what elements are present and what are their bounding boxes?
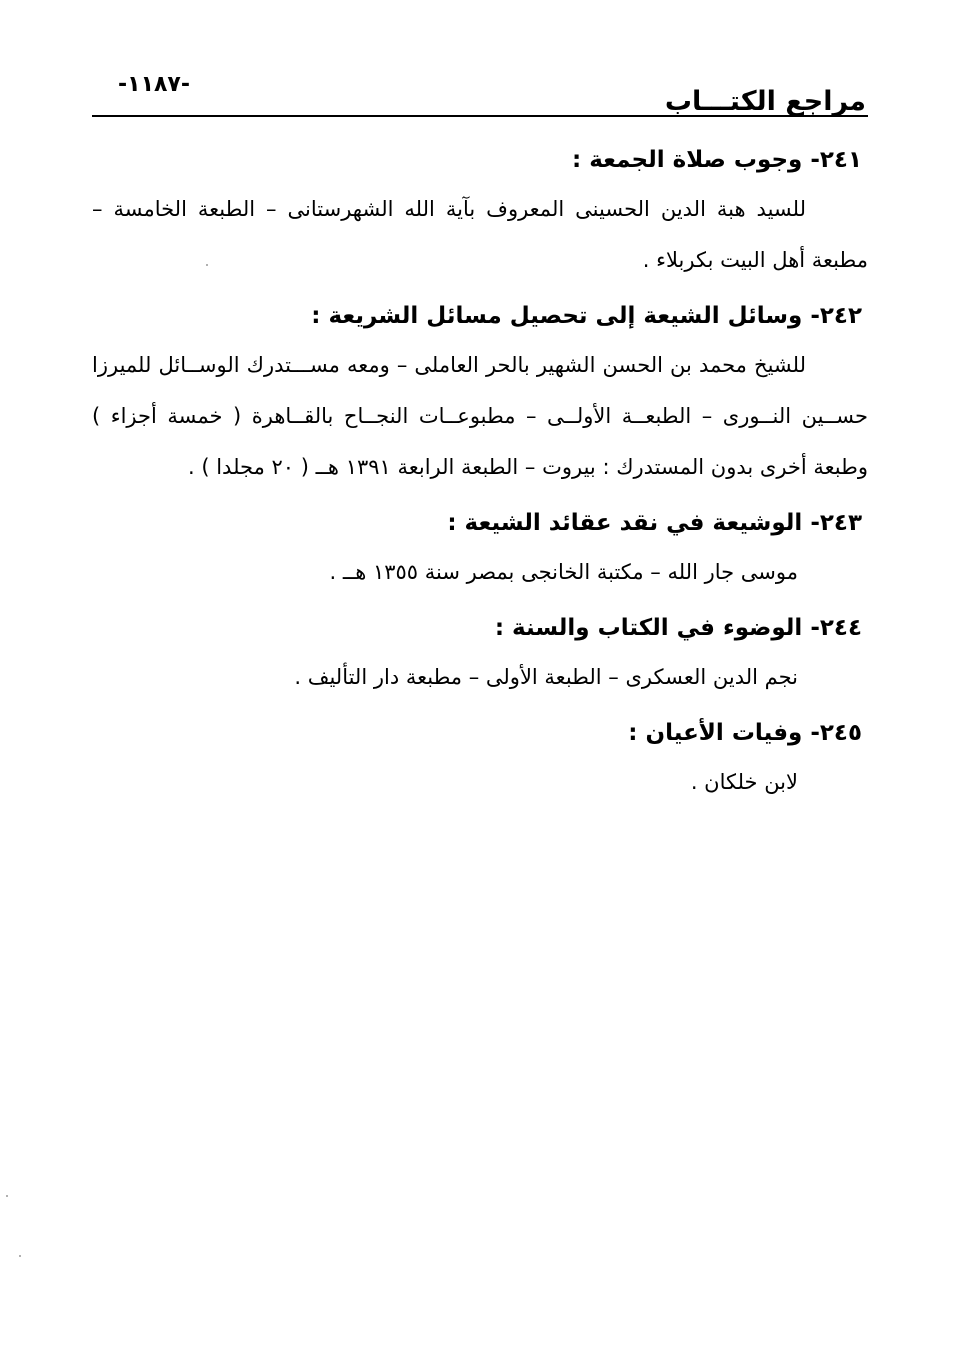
reference-entry-245 <box>92 709 868 808</box>
scan-speck <box>206 264 208 266</box>
entry-title: ٢٤٣- الوشيعة في نقد عقائد الشيعة : <box>447 510 862 536</box>
scan-speck <box>19 1255 21 1257</box>
reference-entry-243 <box>92 499 868 598</box>
page-number: -١١٨٧- <box>118 72 190 97</box>
entry-body <box>92 184 868 286</box>
entry-body-text: للشيخ محمد بن الحسن الشهير بالحر العاملى – ومعه مســـتدرك الوســائل للميرزا حســين النــورى – الطبعــة الأولــى – مطبوعــات النجــاح بالقــاهرة ( خمسة أجزاء ) وطبعة أخرى بدون المستدرك : بيروت – الطبعة الرابعة ١٣٩١ هــ ( ٢٠ مجلدا ) . <box>92 353 868 479</box>
entry-body <box>92 340 868 493</box>
entry-title: ٢٤١- وجوب صلاة الجمعة : <box>571 147 862 173</box>
entry-title: ٢٤٤- الوضوء في الكتاب والسنة : <box>494 615 862 641</box>
reference-entry-244 <box>92 604 868 703</box>
entry-body-text: للسيد هبة الدين الحسينى المعروف بآية الله الشهرستانى – الطبعة الخامسة – مطبعة أهل البيت بكربلاء . <box>92 197 868 272</box>
header-divider <box>92 115 868 117</box>
entry-body: نجم الدين العسكرى – الطبعة الأولى – مطبعة دار التأليف . <box>294 665 798 689</box>
entry-body: موسى جار الله – مكتبة الخانجى بمصر سنة ١٣٥٥ هــ . <box>329 560 798 584</box>
entry-title: ٢٤٢- وسائل الشيعة إلى تحصيل مسائل الشريعة : <box>311 303 862 329</box>
entry-title: ٢٤٥- وفيات الأعيان : <box>628 720 862 746</box>
scan-speck <box>6 1195 8 1197</box>
reference-entry-241 <box>92 136 868 286</box>
entry-body: لابن خلكان . <box>690 770 798 794</box>
reference-list <box>92 136 868 808</box>
running-title: مراجع الكتـــاب <box>664 86 866 117</box>
reference-entry-242 <box>92 292 868 493</box>
